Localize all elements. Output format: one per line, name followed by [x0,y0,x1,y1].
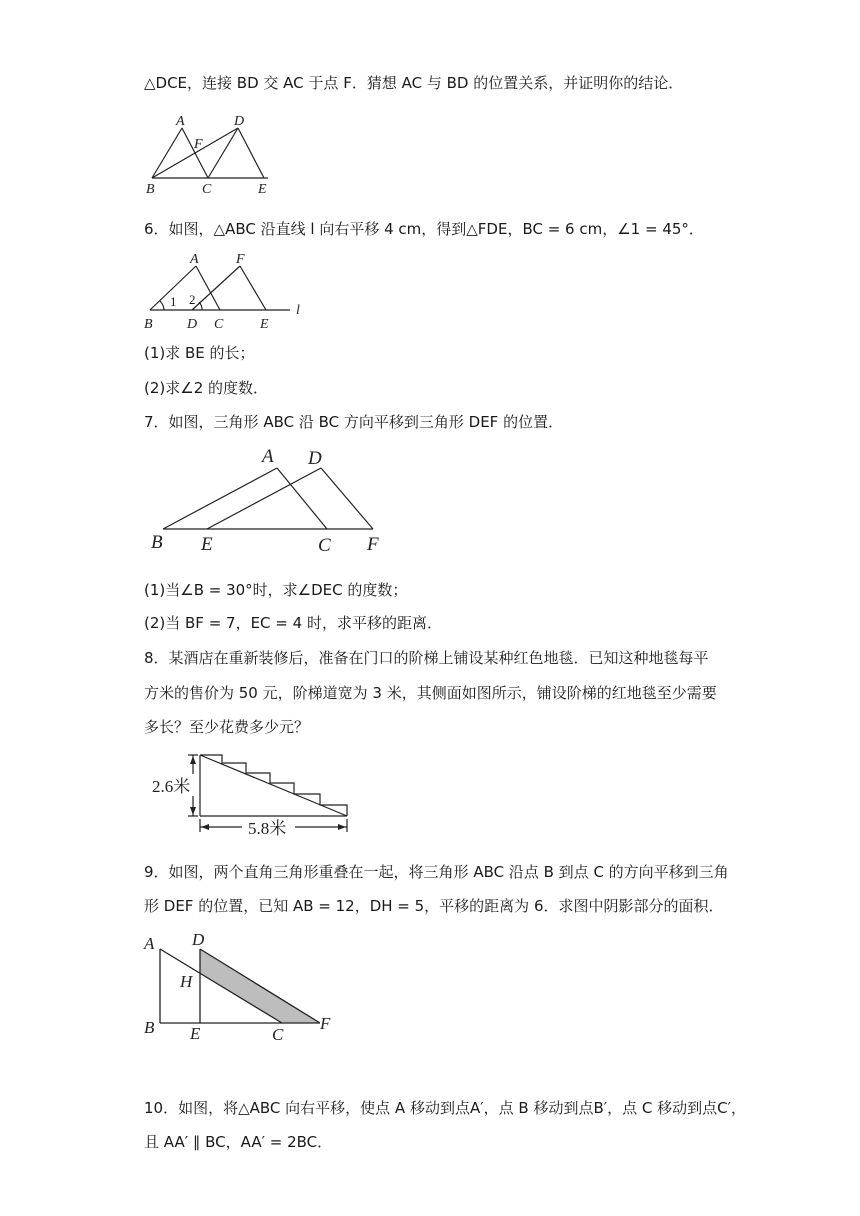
angle-1-label: 1 [170,294,177,309]
label-B: B [144,1018,155,1037]
label-F: F [236,252,245,267]
label-F: F [320,1014,331,1033]
problem-6-question-1: (1)求 BE 的长； [144,344,255,362]
label-D: D [234,114,245,129]
label-B: B [144,317,153,332]
problem-10-line-2: 且 AA′ ∥ BC，AA′ = 2BC． [144,1133,333,1151]
height-label: 2.6米 [152,777,191,796]
label-E: E [258,182,267,197]
problem-8-line-3: 多长？至少花费多少元？ [144,718,310,736]
figure-7 [145,444,390,554]
problem-10-number: 10． [144,1099,179,1117]
angle-2-label: 2 [189,292,196,307]
label-A: A [176,114,185,129]
problem-8-line-2: 方米的售价为 50 元，阶梯道宽为 3 米，其侧面如图所示，铺设阶梯的红地毯至少需要 [144,684,717,702]
width-label: 5.8米 [248,819,287,838]
label-E: E [190,1024,201,1043]
label-D: D [187,317,198,332]
label-E: E [260,317,269,332]
figure-6 [140,246,315,334]
label-A: A [190,252,199,267]
problem-8-line-1: 8．某酒店在重新装修后，准备在门口的阶梯上铺设某种红色地毯．已知这种地毯每平 [144,649,709,667]
problem-7-line: 7．如图，三角形 ABC 沿 BC 方向平移到三角形 DEF 的位置． [144,413,564,431]
label-D: D [308,448,322,469]
problem-5-text: △DCE，连接 BD 交 AC 于点 F．猜想 AC 与 BD 的位置关系，并证明你的结论． [144,74,684,92]
label-D: D [192,930,205,949]
label-C: C [202,182,212,197]
label-F: F [194,137,203,152]
figure-5 [140,110,290,200]
problem-7-question-1: (1)当∠B = 30°时，求∠DEC 的度数； [144,581,408,599]
line-l-label: l [296,303,300,318]
problem-9-number: 9． [144,863,169,881]
label-H: H [180,972,193,991]
label-A: A [144,934,155,953]
problem-7-number: 7． [144,413,169,431]
label-E: E [201,534,213,554]
problem-6-number: 6． [144,220,169,238]
label-C: C [272,1025,284,1044]
figure-8-staircase [150,748,355,840]
label-C: C [214,317,224,332]
figure-9 [140,926,340,1050]
label-C: C [318,535,331,554]
label-B: B [151,532,163,553]
problem-6-line: 6．如图，△ABC 沿直线 l 向右平移 4 cm，得到△FDE，BC = 6 cm，∠1 = 45°． [144,220,704,238]
problem-9-line-1: 9．如图，两个直角三角形重叠在一起，将三角形 ABC 沿点 B 到点 C 的方向平移到三角 [144,863,729,881]
label-A: A [262,446,274,467]
problem-7-question-2: (2)当 BF = 7，EC = 4 时，求平移的距离． [144,614,442,632]
problem-6-question-2: (2)求∠2 的度数． [144,379,269,397]
label-F: F [367,534,379,554]
problem-8-number: 8． [144,649,169,667]
problem-9-line-2: 形 DEF 的位置，已知 AB = 12，DH = 5，平移的距离为 6．求图中阴影部分的面积． [144,897,724,915]
label-B: B [146,182,155,197]
problem-10-line-1: 10．如图，将△ABC 向右平移，使点 A 移动到点A′，点 B 移动到点B′，点 C 移动到点C′， [144,1099,747,1117]
